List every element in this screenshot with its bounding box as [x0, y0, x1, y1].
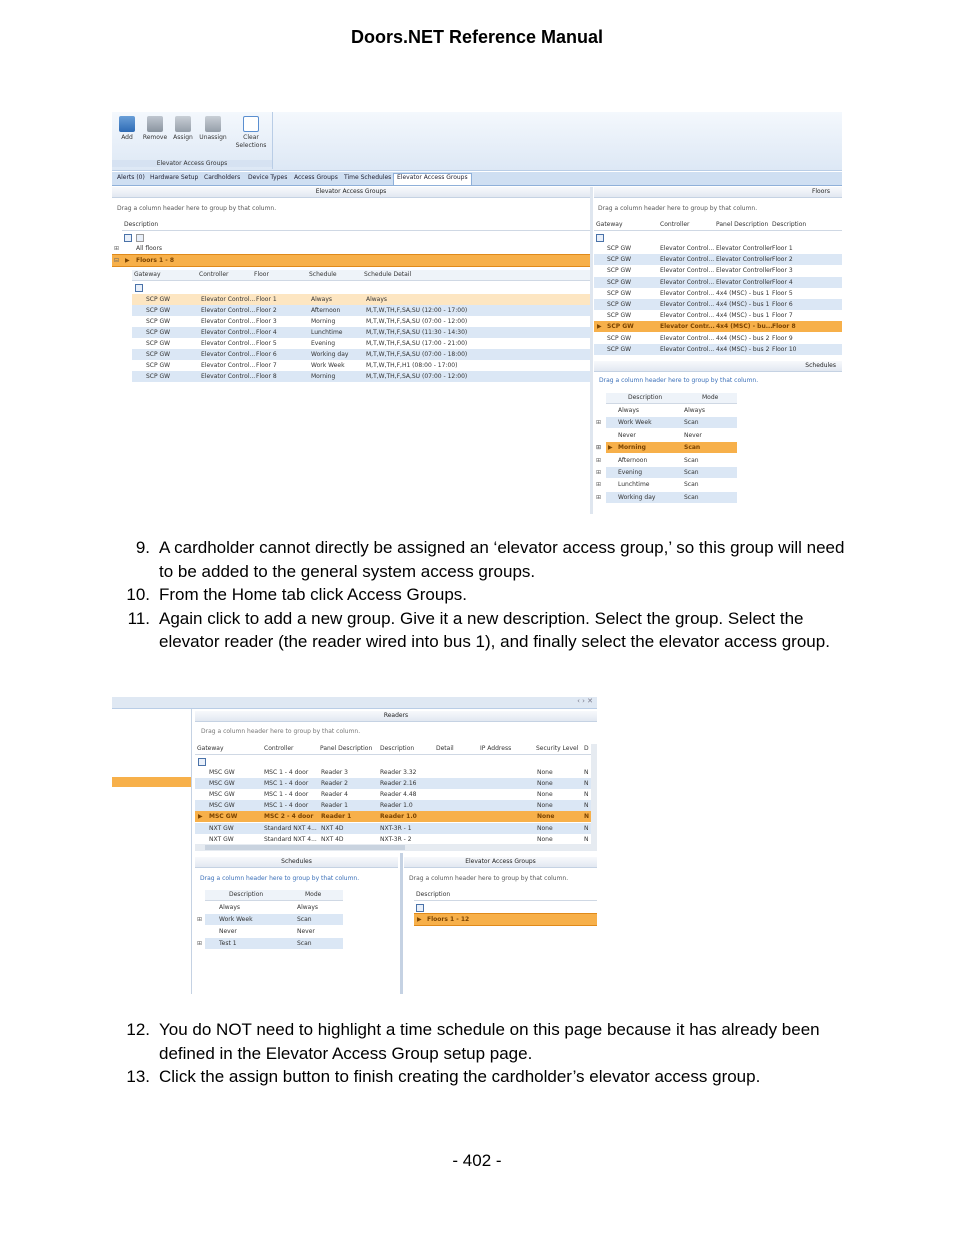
- table-cell: MSC 1 - 4 door: [264, 802, 309, 810]
- table-cell: Floor 4: [256, 329, 277, 336]
- table-cell: 4x4 (MSC) - bus 2: [716, 345, 770, 353]
- table-cell: Floor 4: [772, 278, 793, 286]
- table-row[interactable]: [594, 288, 842, 299]
- table-row[interactable]: [195, 834, 591, 845]
- table-cell: Floor 1: [772, 245, 793, 252]
- table-cell: M,T,W,TH,F,SA,SU (07:00 - 12:00): [366, 373, 468, 380]
- unassign-icon: [205, 116, 221, 132]
- table-cell: Elevator Control...: [660, 301, 715, 308]
- tab-time-schedules[interactable]: Time Schedules: [344, 174, 392, 181]
- table-cell: None: [537, 780, 553, 788]
- table-cell: Elevator Controller: [716, 256, 773, 264]
- document-header: Doors.NET Reference Manual: [350, 27, 604, 47]
- table-row[interactable]: [195, 767, 591, 778]
- table-cell: SCP GW: [607, 278, 632, 286]
- tab-alerts[interactable]: Alerts (0): [117, 174, 145, 181]
- table-row[interactable]: [205, 902, 343, 913]
- table-cell: Afternoon: [618, 456, 648, 464]
- table-cell: N: [584, 769, 589, 776]
- table-cell: Elevator Control...: [201, 351, 256, 358]
- group-by-hint: Drag a column header here to group by that column.: [200, 875, 360, 882]
- table-row[interactable]: [132, 349, 590, 360]
- table-cell: MSC GW: [209, 813, 238, 821]
- table-cell: 4x4 (MSC) - bu...: [716, 323, 773, 331]
- table-cell: SCP GW: [607, 267, 632, 275]
- table-cell: Morning: [618, 444, 646, 452]
- filter-icon[interactable]: [124, 234, 132, 242]
- table-cell: N: [584, 835, 589, 843]
- table-cell: MSC GW: [209, 769, 235, 776]
- table-cell: NXT 4D: [321, 824, 344, 832]
- table-row[interactable]: [195, 789, 591, 800]
- table-cell: Elevator Control...: [201, 329, 256, 336]
- table-cell: None: [537, 813, 555, 821]
- list-item-selected[interactable]: ▶ Floors 1 - 12: [414, 913, 597, 926]
- table-cell: Reader 1.0: [380, 802, 413, 810]
- table-cell: N: [584, 813, 590, 821]
- list-item: 11. Again click to add a new group. Give it a new description. Select the group. Select the elevator reader (the reader wired into bus 1), and finally select the elevator access group.: [127, 608, 830, 651]
- table-cell: SCP GW: [607, 301, 632, 308]
- table-cell: Elevator Control...: [201, 307, 256, 314]
- table-cell: Elevator Controller: [716, 267, 773, 275]
- table-cell: Floor 5: [256, 340, 277, 347]
- table-cell: SCP GW: [146, 362, 171, 369]
- table-cell: Lunchtime: [618, 481, 650, 489]
- table-cell: Never: [684, 431, 702, 439]
- table-cell: SCP GW: [607, 323, 634, 331]
- table-row[interactable]: [205, 926, 343, 937]
- table-cell: N: [584, 780, 589, 788]
- table-cell: Standard NXT 4...: [264, 835, 317, 843]
- group-by-hint: Drag a column header here to group by that column.: [598, 205, 758, 212]
- table-cell: Afternoon: [311, 307, 341, 314]
- table-cell: SCP GW: [146, 329, 171, 336]
- table-cell: Elevator Contr...: [660, 323, 715, 331]
- table-cell: Always: [219, 904, 241, 911]
- table-cell: MSC 1 - 4 door: [264, 769, 309, 776]
- table-cell: M,T,W,TH,F,SA,SU (11:30 - 14:30): [366, 329, 468, 336]
- table-cell: None: [537, 802, 553, 810]
- table-cell: M,T,W,TH,F,H1 (08:00 - 17:00): [366, 362, 458, 369]
- table-cell: 4x4 (MSC) - bus 1: [716, 312, 770, 320]
- page-number: - 402 -: [452, 1151, 502, 1170]
- panel-title-elevator-access-groups: Elevator Access Groups: [404, 857, 597, 868]
- table-row[interactable]: [197, 914, 343, 925]
- table-cell: Floor 2: [772, 256, 793, 264]
- table-cell: Scan: [684, 444, 701, 452]
- table-cell: None: [537, 824, 553, 832]
- table-cell: 4x4 (MSC) - bus 1: [716, 289, 770, 297]
- filter-icon[interactable]: [198, 758, 206, 766]
- table-cell: SCP GW: [146, 340, 171, 347]
- tab-elevator-access-groups[interactable]: Elevator Access Groups: [393, 173, 472, 185]
- table-cell: Elevator Controller: [716, 245, 773, 252]
- table-cell: SCP GW: [146, 351, 171, 358]
- table-cell: Evening: [618, 469, 643, 476]
- table-row[interactable]: [195, 778, 591, 789]
- table-cell: Reader 1: [321, 813, 352, 821]
- table-cell: Working day: [618, 493, 656, 501]
- table-row-selected[interactable]: [594, 321, 842, 332]
- table-row[interactable]: [594, 277, 842, 288]
- table-cell: Reader 1: [321, 802, 348, 810]
- table-cell: Elevator Control...: [660, 245, 715, 252]
- filter-row-icon[interactable]: [136, 234, 144, 242]
- table-cell: Reader 2: [321, 780, 348, 788]
- table-cell: Working day: [311, 351, 349, 358]
- panel-title-elevator-access-groups: Elevator Access Groups: [112, 187, 590, 198]
- table-row[interactable]: [594, 310, 842, 321]
- clear-selections-button[interactable]: Clear Selections: [234, 116, 268, 150]
- table-row[interactable]: [594, 344, 842, 355]
- table-row[interactable]: [594, 265, 842, 276]
- list-item[interactable]: ⊞ All floors: [114, 245, 163, 252]
- tab-device-types[interactable]: Device Types: [248, 174, 288, 181]
- table-cell: Scan: [684, 469, 699, 476]
- ribbon-group-elevator-access-groups: [112, 112, 273, 169]
- table-row[interactable]: [596, 492, 737, 503]
- table-cell: Elevator Control...: [201, 362, 256, 369]
- window-strip: [112, 697, 597, 709]
- table-row[interactable]: [132, 338, 590, 349]
- table-cell: Reader 1.0: [380, 813, 417, 821]
- add-icon: [119, 116, 135, 132]
- row-pointer-icon: ▶: [125, 257, 130, 264]
- table-row[interactable]: [132, 360, 590, 371]
- description-column-header[interactable]: Description: [414, 890, 597, 901]
- row-pointer-icon: ▶: [198, 813, 203, 821]
- row-pointer-icon: ▶: [597, 323, 602, 331]
- table-cell: Always: [297, 904, 319, 911]
- readers-column-headers: Gateway Controller Panel Description Description Detail IP Address Security Level D: [195, 744, 591, 755]
- expand-icon[interactable]: ⊞: [114, 245, 120, 252]
- table-cell: MSC 1 - 4 door: [264, 791, 309, 799]
- table-cell: SCP GW: [607, 345, 632, 353]
- table-cell: Elevator Control...: [660, 278, 715, 286]
- table-cell: M,T,W,TH,F,SA,SU (12:00 - 17:00): [366, 307, 468, 314]
- list-item: 10. From the Home tab click Access Groups.: [126, 585, 467, 604]
- assign-icon: [175, 116, 191, 132]
- table-cell: Floor 10: [772, 345, 797, 353]
- table-row[interactable]: [132, 371, 590, 382]
- panel-title-floors: Floors: [594, 187, 842, 198]
- tab-bar: [112, 172, 842, 186]
- table-cell: MSC GW: [209, 802, 235, 810]
- table-cell: 4x4 (MSC) - bus 2: [716, 334, 770, 342]
- table-cell: Floor 9: [772, 334, 793, 342]
- ribbon: [112, 112, 842, 171]
- table-row[interactable]: [606, 405, 737, 416]
- table-row[interactable]: [594, 254, 842, 265]
- table-cell: Floor 7: [772, 312, 793, 320]
- row-pointer-icon: ▶: [608, 444, 613, 452]
- table-row[interactable]: [596, 467, 737, 478]
- table-cell: Reader 4: [321, 791, 348, 799]
- vertical-scrollbar[interactable]: [591, 744, 597, 844]
- table-cell: Elevator Control...: [201, 373, 256, 380]
- table-cell: Never: [219, 928, 237, 935]
- table-row[interactable]: [606, 430, 737, 441]
- expand-icon[interactable]: ⊞: [596, 481, 602, 489]
- table-row[interactable]: [594, 299, 842, 310]
- table-row[interactable]: [594, 243, 842, 254]
- elevator-access-groups-screenshot: [112, 112, 842, 514]
- table-cell: Floor 8: [256, 373, 277, 380]
- table-row[interactable]: [132, 305, 590, 316]
- table-cell: Work Week: [219, 916, 253, 923]
- table-row-selected[interactable]: [596, 442, 737, 453]
- table-cell: Floor 3: [772, 267, 793, 275]
- table-cell: Elevator Control...: [660, 312, 715, 320]
- table-cell: Scan: [684, 481, 699, 489]
- table-cell: MSC 2 - 4 door: [264, 813, 314, 821]
- steps-list-b: [120, 1018, 860, 1089]
- table-cell: Reader 3: [321, 769, 348, 776]
- group-by-hint: Drag a column header here to group by that column.: [409, 875, 569, 882]
- table-cell: Floor 3: [256, 318, 277, 325]
- clear-selections-icon: [243, 116, 259, 132]
- table-row[interactable]: [197, 938, 343, 949]
- table-cell: Scan: [684, 493, 699, 501]
- table-cell: NXT 4D: [321, 835, 344, 843]
- group-by-hint: Drag a column header here to group by that column.: [201, 728, 361, 735]
- table-cell: Test 1: [219, 940, 237, 947]
- table-cell: SCP GW: [607, 256, 632, 264]
- table-cell: M,T,W,TH,F,SA,SU (17:00 - 21:00): [366, 340, 468, 347]
- expand-icon[interactable]: ⊞: [596, 493, 602, 501]
- table-row[interactable]: [132, 327, 590, 338]
- table-row[interactable]: [596, 417, 737, 428]
- table-cell: Always: [311, 296, 333, 303]
- table-cell: SCP GW: [607, 245, 632, 252]
- table-cell: Always: [366, 296, 388, 303]
- table-cell: Always: [684, 407, 706, 414]
- table-cell: Elevator Control...: [660, 267, 715, 275]
- table-row[interactable]: [195, 823, 591, 834]
- table-cell: NXT-3R - 1: [380, 824, 412, 832]
- list-item-selected[interactable]: ⊟ ▶ Floors 1 - 8: [112, 254, 590, 267]
- table-cell: SCP GW: [607, 334, 632, 342]
- group-by-hint: Drag a column header here to group by that column.: [117, 205, 277, 212]
- remove-icon: [147, 116, 163, 132]
- list-item: 12. You do NOT need to highlight a time schedule on this page because it has already been defined in the Elevator Access Group setup page.: [126, 1020, 820, 1063]
- table-cell: 4x4 (MSC) - bus 1: [716, 301, 770, 308]
- table-cell: Always: [618, 407, 640, 414]
- table-cell: None: [537, 791, 553, 799]
- table-cell: Reader 3.32: [380, 769, 417, 776]
- list-item: 9. A cardholder cannot directly be assigned an ‘elevator access group,’ so this group will need to be added to the general system access groups.: [135, 538, 845, 581]
- filter-icon[interactable]: [416, 904, 424, 912]
- table-cell: Elevator Control...: [660, 334, 715, 342]
- unassign-button[interactable]: Unassign: [199, 116, 227, 142]
- panel-title-readers: Readers: [195, 711, 597, 722]
- floors-column-headers: Gateway Controller Panel Description Description: [594, 220, 842, 231]
- table-cell: Standard NXT 4...: [264, 824, 317, 832]
- table-cell: Never: [618, 431, 636, 439]
- table-cell: Floor 8: [772, 323, 796, 331]
- table-cell: Morning: [311, 318, 336, 325]
- table-cell: Reader 2.16: [380, 780, 417, 788]
- table-cell: SCP GW: [146, 296, 171, 303]
- expand-icon[interactable]: ⊞: [596, 456, 602, 464]
- tab-access-groups[interactable]: Access Groups: [294, 174, 338, 181]
- access-group-readers-screenshot: [112, 697, 597, 994]
- table-cell: N: [584, 802, 589, 810]
- assign-button[interactable]: Assign: [169, 116, 197, 142]
- schedules-column-headers: Description Mode: [606, 393, 737, 404]
- table-cell: NXT GW: [209, 835, 234, 843]
- panel-title-schedules: Schedules: [195, 857, 398, 868]
- remove-button[interactable]: Remove: [141, 116, 169, 142]
- table-cell: Morning: [311, 373, 336, 380]
- expand-icon[interactable]: ⊞: [596, 469, 602, 476]
- table-row[interactable]: [594, 333, 842, 344]
- table-cell: Scan: [684, 456, 699, 464]
- table-cell: MSC 1 - 4 door: [264, 780, 309, 788]
- table-cell: Floor 6: [256, 351, 277, 358]
- table-cell: Floor 5: [772, 289, 793, 297]
- table-cell: Scan: [297, 940, 312, 947]
- description-column-header[interactable]: Description: [122, 220, 590, 231]
- table-cell: Lunchtime: [311, 329, 343, 336]
- horizontal-scrollbar[interactable]: [195, 844, 597, 851]
- table-cell: Work Week: [311, 362, 345, 369]
- selected-group-row[interactable]: [112, 777, 191, 787]
- table-row[interactable]: [596, 479, 737, 490]
- table-cell: M,T,W,TH,F,SA,SU (07:00 - 18:00): [366, 351, 468, 358]
- table-cell: SCP GW: [146, 307, 171, 314]
- table-cell: Elevator Control...: [201, 318, 256, 325]
- table-cell: Evening: [311, 340, 336, 347]
- table-cell: None: [537, 835, 553, 843]
- table-cell: NXT-3R - 2: [380, 835, 412, 843]
- list-item: 13. Click the assign button to finish creating the cardholder’s elevator access group.: [126, 1067, 761, 1086]
- table-cell: N: [584, 791, 589, 799]
- scrollbar-thumb[interactable]: [205, 845, 405, 850]
- table-cell: Elevator Controller: [716, 278, 773, 286]
- left-group-list: [112, 709, 192, 994]
- expand-icon[interactable]: ⊞: [197, 916, 203, 923]
- add-button[interactable]: Add: [113, 116, 141, 142]
- table-cell: SCP GW: [146, 318, 171, 325]
- collapse-icon[interactable]: ⊟: [114, 257, 120, 264]
- table-cell: Never: [297, 928, 315, 935]
- panel-title-schedules: Schedules: [594, 361, 842, 372]
- table-cell: M,T,W,TH,F,SA,SU (07:00 - 12:00): [366, 318, 468, 325]
- table-row[interactable]: [132, 316, 590, 327]
- table-cell: Elevator Control...: [201, 340, 256, 347]
- table-cell: SCP GW: [146, 373, 171, 380]
- table-cell: MSC GW: [209, 791, 235, 799]
- table-row[interactable]: [596, 455, 737, 466]
- filter-icon[interactable]: [596, 234, 604, 242]
- expand-icon[interactable]: ⊞: [596, 444, 602, 452]
- expand-icon[interactable]: ⊞: [596, 419, 602, 427]
- row-pointer-icon: ▶: [417, 916, 422, 923]
- table-cell: NXT GW: [209, 824, 234, 832]
- table-cell: Work Week: [618, 419, 652, 427]
- table-cell: Floor 7: [256, 362, 277, 369]
- steps-list-a: [120, 536, 860, 654]
- group-by-hint: Drag a column header here to group by that column.: [599, 377, 759, 384]
- table-row[interactable]: [132, 294, 590, 305]
- table-cell: None: [537, 769, 553, 776]
- ribbon-group-label: Elevator Access Groups: [112, 160, 272, 167]
- nav-close-icon[interactable]: ‹ › ✕: [577, 697, 593, 705]
- table-cell: Scan: [684, 419, 699, 427]
- table-row-selected[interactable]: [195, 811, 591, 822]
- tab-cardholders[interactable]: Cardholders: [204, 174, 241, 181]
- table-cell: SCP GW: [607, 289, 632, 297]
- table-cell: Reader 4.48: [380, 791, 417, 799]
- schedules-column-headers: Description Mode: [205, 890, 343, 901]
- table-cell: Elevator Control...: [201, 296, 256, 303]
- table-cell: N: [584, 824, 589, 832]
- table-cell: Elevator Control...: [660, 289, 715, 297]
- table-cell: SCP GW: [607, 312, 632, 320]
- table-cell: Floor 6: [772, 301, 793, 308]
- table-cell: Floor 1: [256, 296, 277, 303]
- table-cell: MSC GW: [209, 780, 235, 788]
- detail-column-headers: Gateway Controller Floor Schedule Schedule Detail: [132, 270, 590, 281]
- expand-icon[interactable]: ⊞: [197, 940, 203, 947]
- table-row[interactable]: [195, 800, 591, 811]
- table-cell: Elevator Control...: [660, 345, 715, 353]
- filter-icon[interactable]: [135, 284, 143, 292]
- table-cell: Scan: [297, 916, 312, 923]
- tab-hardware-setup[interactable]: Hardware Setup: [150, 174, 199, 181]
- table-cell: Elevator Control...: [660, 256, 715, 264]
- table-cell: Floor 2: [256, 307, 277, 314]
